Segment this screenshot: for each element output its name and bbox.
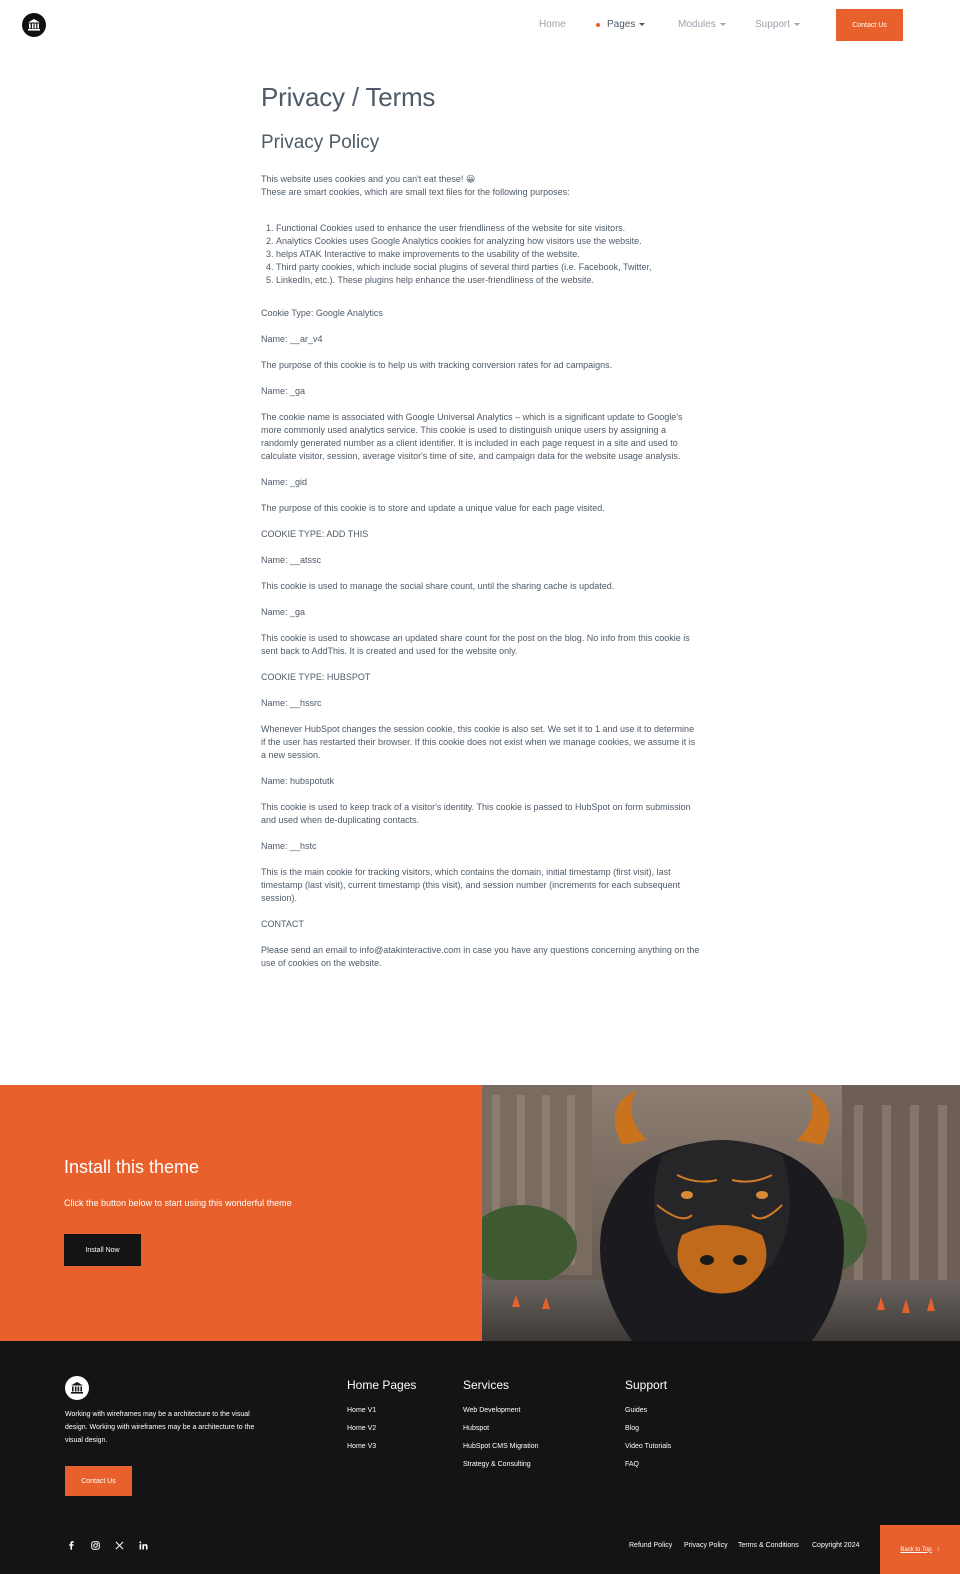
bull-statue-image: [482, 1085, 960, 1341]
list-item: 1. Functional Cookies used to enhance the user friendliness of the website for site visitors.: [276, 222, 701, 235]
privacy-content: [261, 80, 701, 983]
paragraph: COOKIE TYPE: HUBSPOT: [261, 672, 371, 682]
linkedin-icon[interactable]: [138, 1540, 148, 1550]
section-title: Privacy Policy: [261, 132, 380, 153]
footer-column-title: Services: [463, 1378, 510, 1392]
footer-link[interactable]: Guides: [625, 1407, 648, 1414]
paragraph: This cookie is used to manage the social share count, until the sharing cache is updated.: [261, 581, 615, 591]
nav-modules[interactable]: [678, 19, 726, 30]
list-item: 5. LinkedIn, etc.). These plugins help enhance the user-friendliness of the website.: [276, 274, 701, 287]
footer-link[interactable]: HubSpot CMS Migration: [463, 1443, 539, 1450]
paragraph: Name: __atssc: [261, 555, 322, 565]
arrow-up-icon: ↑: [936, 1546, 940, 1553]
footer-link[interactable]: FAQ: [625, 1461, 640, 1468]
chevron-down-icon: [794, 23, 800, 26]
footer-link[interactable]: Web Development: [463, 1407, 521, 1414]
paragraph: The purpose of this cookie is to store and update a unique value for each page visited.: [261, 503, 605, 513]
chevron-down-icon: [639, 23, 645, 26]
banner-title: Install this theme: [64, 1157, 200, 1177]
paragraph: This is the main cookie for tracking visitors, which contains the domain, initial timestamp (first visit), last timestamp (last visit), current timestamp (this visit), and session number (increments for each subsequent session).: [261, 867, 681, 903]
install-banner: [0, 1085, 960, 1341]
paragraph: Whenever HubSpot changes the session cookie, this cookie is also set. We set it to 1 and use it to determine if the user has restarted their browser. If this cookie does not exist when we manage cookies, we assume it is a new session.: [261, 724, 696, 760]
paragraph: This cookie is used to keep track of a visitor's identity. This cookie is passed to HubSpot on form submission and used when de-duplicating contacts.: [261, 802, 691, 825]
footer-contact-button[interactable]: Contact Us: [65, 1466, 132, 1496]
paragraph: This cookie is used to showcase an updated share count for the post on the blog. No info from this cookie is sent back to AddThis. It is created and used for the website only.: [261, 633, 690, 656]
list-item: 3. helps ATAK Interactive to make improvements to the usability of the website.: [276, 248, 701, 261]
paragraph: Name: __hstc: [261, 841, 317, 851]
paragraph: Name: _ga: [261, 386, 306, 396]
social-links: [66, 1540, 148, 1550]
instagram-icon[interactable]: [90, 1540, 100, 1550]
privacy-policy-link[interactable]: Privacy Policy: [684, 1542, 728, 1549]
nav-pages[interactable]: [596, 19, 645, 30]
nav-modules-label: Modules: [678, 19, 716, 30]
footer-link[interactable]: Video Tutorials: [625, 1443, 672, 1450]
paragraph: CONTACT: [261, 919, 304, 929]
back-to-top-button[interactable]: [880, 1525, 960, 1574]
nav-support-label: Support: [755, 19, 791, 30]
footer-link[interactable]: Home V1: [347, 1407, 377, 1414]
refund-policy-link[interactable]: Refund Policy: [629, 1542, 673, 1549]
footer-column-title: Home Pages: [347, 1378, 417, 1392]
purpose-list: [261, 222, 701, 287]
footer-link[interactable]: Home V2: [347, 1425, 377, 1432]
site-header: [0, 0, 960, 50]
back-to-top-label: Back to Top: [900, 1546, 932, 1553]
paragraph: Name: __ar_v4: [261, 334, 323, 344]
page-title: Privacy / Terms: [261, 82, 436, 112]
footer-column-home-pages: [347, 1378, 416, 1461]
footer-column-support: [625, 1378, 671, 1479]
paragraph: Name: _ga: [261, 607, 306, 617]
footer-column-title: Support: [625, 1378, 668, 1392]
paragraph: Cookie Type: Google Analytics: [261, 308, 383, 318]
footer-link[interactable]: Strategy & Consulting: [463, 1461, 531, 1468]
contact-us-button[interactable]: Contact Us: [836, 9, 903, 41]
paragraph: Name: hubspotutk: [261, 776, 335, 786]
footer-link[interactable]: Blog: [625, 1425, 640, 1432]
footer-link[interactable]: Home V3: [347, 1443, 377, 1450]
facebook-icon[interactable]: [66, 1540, 76, 1550]
bank-logo-icon[interactable]: [22, 13, 46, 37]
paragraph: The cookie name is associated with Google Universal Analytics – which is a significant update to Google's more commonly used analytics service. This cookie is used to distinguish unique users by assigning a randomly generated number as a client identifier. It is included in each page request in a site and used to calculate visitor, session, average visitor's time of site, and campaign data for the website usage analysis.: [261, 412, 683, 461]
paragraph: Name: __hssrc: [261, 698, 322, 708]
paragraph: COOKIE TYPE: ADD THIS: [261, 529, 369, 539]
paragraph: The purpose of this cookie is to help us with tracking conversion rates for ad campaigns.: [261, 360, 613, 370]
x-icon[interactable]: [114, 1540, 124, 1550]
banner-panel: [0, 1085, 482, 1341]
site-footer: [0, 1341, 960, 1574]
install-now-button[interactable]: Install Now: [64, 1234, 141, 1266]
bank-logo-icon[interactable]: [65, 1376, 89, 1400]
nav-home[interactable]: [539, 19, 566, 30]
footer-link[interactable]: Hubspot: [463, 1425, 490, 1432]
intro-line-2: These are smart cookies, which are small text files for the following purposes:: [261, 187, 570, 197]
footer-column-services: [463, 1378, 538, 1479]
chevron-down-icon: [720, 23, 726, 26]
cookie-details: [261, 307, 701, 970]
copyright-text: Copyright 2024: [812, 1542, 860, 1549]
paragraph: Name: _gid: [261, 477, 308, 487]
paragraph: Please send an email to info@atakinteractive.com in case you have any questions concerning anything on the use of cookies on the website.: [261, 945, 700, 968]
list-item: 4. Third party cookies, which include social plugins of several third parties (i.e. Facebook, Twitter,: [276, 261, 701, 274]
banner-subtitle: Click the button below to start using this wonderful theme: [64, 1198, 292, 1208]
list-item: 2. Analytics Cookies uses Google Analytics cookies for analyzing how visitors use the website.: [276, 235, 701, 248]
nav-home-label: Home: [539, 19, 566, 30]
nav-support[interactable]: [755, 19, 800, 30]
footer-description: Working with wireframes may be a architecture to the visual design. Working with wireframes may be a architecture to the visual design.: [65, 1411, 255, 1444]
nav-pages-label: Pages: [607, 19, 636, 30]
intro-line-1: This website uses cookies and you can't eat these! 😀: [261, 174, 476, 184]
intro-text: [261, 173, 701, 199]
active-dot: [596, 23, 600, 27]
terms-link[interactable]: Terms & Conditions: [738, 1542, 799, 1549]
